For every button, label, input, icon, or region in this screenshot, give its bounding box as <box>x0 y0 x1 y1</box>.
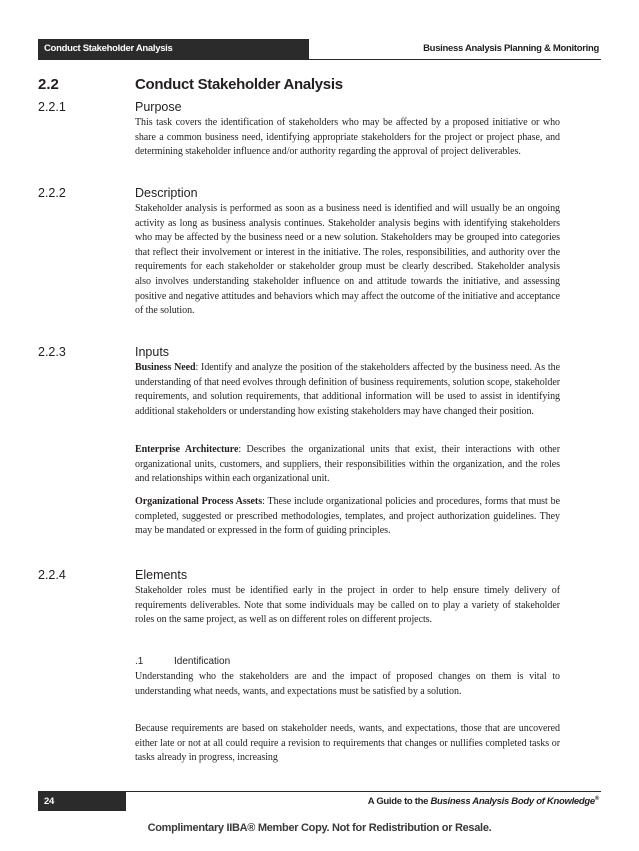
elements-heading: Elements <box>135 568 188 582</box>
element-item-title: Identification <box>174 656 231 667</box>
description-text: Stakeholder analysis is performed as soon as a business need is identified and will usually be an ongoing activity as long as business analysis continues. Stakeholder analysis begins with identifying stakeholders who may be affected by the business need or a new solution. Stakeholders may be grouped into categories that reflect their involvement or interest in the initiative. The roles, responsibilities, and authority over the requirements for each stakeholder or stakeholder group must be clearly described. Stakeholder analysis also involves understanding stakeholder influence on and attitude towards the initiative, and assessing positive and negative attitudes and behaviors which may affect the outcome of the initiative and acceptance of the solution. <box>135 203 560 317</box>
distribution-notice: Complimentary IIBA® Member Copy. Not for Redistribution or Resale. <box>147 822 492 834</box>
purpose-heading: Purpose <box>135 100 182 114</box>
header-chapter-label: Conduct Stakeholder Analysis <box>38 39 309 59</box>
input-definition: : These include organizational policies and procedures, forms that must be completed, suggested or prescribed methodologies, templates, and project authorization guidelines. They may be mandated or expressed in the form of guiding principles. <box>135 496 560 537</box>
footer-guide-book-title: Business Analysis Body of Knowledge <box>430 796 595 807</box>
input-business-need <box>135 361 560 419</box>
section-title: Conduct Stakeholder Analysis <box>135 76 343 93</box>
input-definition: : Describes the organizational units that exist, their interactions with other organizational units, customers, and suppliers, their responsibilities within the organization, and the roles and relationships within each organizational unit. <box>135 444 560 485</box>
purpose-number: 2.2.1 <box>38 100 66 114</box>
elements-number: 2.2.4 <box>38 568 66 582</box>
section-number: 2.2 <box>38 76 59 93</box>
input-organizational-process-assets <box>135 495 560 539</box>
page-number: 24 <box>38 792 126 811</box>
input-term: Business Need <box>135 362 196 373</box>
running-header <box>38 39 601 60</box>
identification-paragraph-1: Understanding who the stakeholders are and the impact of proposed changes on them is vital to understanding what needs, wants, and expectations must be satisfied by a solution. <box>135 671 560 697</box>
inputs-number: 2.2.3 <box>38 345 66 359</box>
input-term: Organizational Process Assets <box>135 496 263 507</box>
identification-paragraph-2: Because requirements are based on stakeholder needs, wants, and expectations, those that are uncovered either late or not at all could require a revision to requirements that changes or nullifies completed tasks or tasks already in progress, increasing <box>135 723 560 764</box>
purpose-text: This task covers the identification of stakeholders who may be affected by a proposed initiative or who share a common business need, identifying appropriate stakeholders for the project or project phase, and determining stakeholder influence and/or authority regarding the approval of project deliverables. <box>135 117 560 158</box>
registered-mark: ® <box>594 795 599 802</box>
input-definition: : Identify and analyze the position of the stakeholders affected by the business need. As the understanding of that need evolves through definition of business requirements, solution scope, stakeholder requirements, and solution requirements, that additional information will be used to assist in identifying additional stakeholders or understanding how existing stakeholders may have changed their position. <box>135 362 560 417</box>
input-enterprise-architecture <box>135 443 560 487</box>
inputs-heading: Inputs <box>135 345 170 359</box>
elements-intro: Stakeholder roles must be identified early in the project in order to help ensure timely delivery of requirements deliverables. Note that some individuals may be called on to play a variety of stakeholder roles on the same project, as well as on different roles on different projects. <box>135 585 560 626</box>
element-item-number: .1 <box>135 656 144 667</box>
footer-guide-title <box>368 792 599 811</box>
description-number: 2.2.2 <box>38 186 66 200</box>
running-footer <box>38 791 601 811</box>
header-section-label: Business Analysis Planning & Monitoring <box>423 43 599 54</box>
footer-guide-prefix: A Guide to the <box>367 796 431 807</box>
input-term: Enterprise Architecture <box>135 444 239 455</box>
description-heading: Description <box>135 186 198 200</box>
